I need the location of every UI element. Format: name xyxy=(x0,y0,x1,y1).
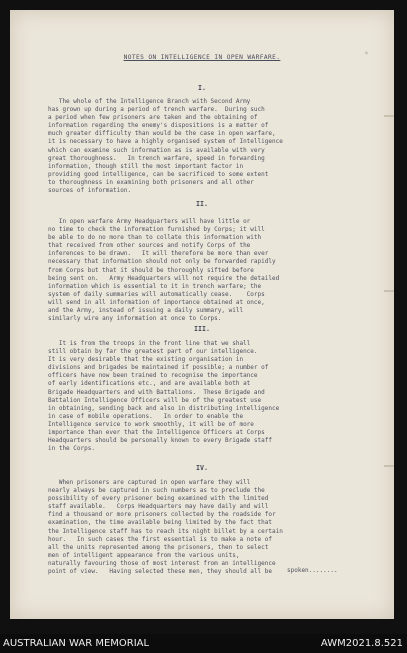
text-line: the Intelligence staff has to reach its night billet by a certain xyxy=(48,527,283,535)
text-line: has grown up during a period of trench warfare. During such xyxy=(48,106,265,114)
text-line: information, though still the most important factor in xyxy=(48,162,244,170)
text-line: of early identifications etc., and are available both at xyxy=(48,380,251,388)
text-line: and the Army, instead of issuing a daily summary, will xyxy=(48,307,244,315)
continuation-text: spoken........ xyxy=(287,567,338,574)
footer-bar xyxy=(0,634,407,653)
text-line: in obtaining, sending back and also in distributing intelligence xyxy=(48,404,280,412)
document-title: NOTES ON INTELLIGENCE IN OPEN WARFARE. xyxy=(123,54,281,61)
text-line: in case of mobile operations. In order to enable the xyxy=(48,412,244,420)
text-line: necessary that information should not only be forwarded rapidly xyxy=(48,258,276,266)
text-line: Headquarters should be personally known to every Brigade staff xyxy=(48,437,272,445)
text-line: which can examine such information as is available with very xyxy=(48,146,265,154)
page-edge-mark xyxy=(384,290,394,292)
text-line: Battalion Intelligence Officers will be of the greatest use xyxy=(48,396,262,404)
text-line: nearly always be captured in such numbers as to preclude the xyxy=(48,487,265,495)
text-line: providing good intelligence, can be sacrificed to some extent xyxy=(48,170,269,178)
text-line: find a thousand or more prisoners collected by the roadside for xyxy=(48,511,276,519)
section-numeral: III. xyxy=(194,325,210,333)
document-page xyxy=(10,10,394,619)
text-line: in the Corps. xyxy=(48,445,95,453)
text-line: staff available. Corps Headquarters may have daily and will xyxy=(48,503,269,511)
text-line: When prisoners are captured in open warfare they will xyxy=(48,479,251,486)
text-line: importance than ever that the Intelligence Officers at Corps xyxy=(48,429,265,437)
section-numeral: I. xyxy=(198,84,206,92)
text-line: It is from the troops in the front line that we shall xyxy=(48,340,251,347)
text-line: be able to do no more than to collate this information with xyxy=(48,234,262,242)
footer-accession-number: AWM2021.8.521 xyxy=(320,638,403,649)
text-line: much greater difficulty than would be the case in open warfare, xyxy=(48,130,276,138)
text-line: similarly wire any information at once to Corps. xyxy=(48,315,222,323)
section-body xyxy=(48,98,358,195)
text-line: a period when few prisoners are taken and the obtaining of xyxy=(48,114,258,122)
text-line: to thoroughness in examining both prisoners and all other xyxy=(48,178,254,186)
text-line: In open warfare Army Headquarters will have little or xyxy=(48,218,251,225)
text-line: examination, the time available being limited by the fact that xyxy=(48,519,272,527)
text-line: great thoroughness. In trench warfare, speed in forwarding xyxy=(48,154,265,162)
text-line: sources of information. xyxy=(48,187,132,195)
text-line: being sent on. Army Headquarters will not require the detailed xyxy=(48,274,280,282)
text-line: men of intelligent appearance from the various units, xyxy=(48,551,240,559)
text-line: officers have now been trained to recognise the importance xyxy=(48,372,258,380)
text-line: it is necessary to have a highly organised system of Intelligence xyxy=(48,138,283,146)
text-line: Intelligence service to work smoothly, it will be of more xyxy=(48,420,254,428)
text-line: It is very desirable that the existing organisation in xyxy=(48,356,244,364)
section-body xyxy=(48,340,358,453)
text-line: possibility of every prisoner being examined with the limited xyxy=(48,495,269,503)
text-line: Brigade Headquarters and with Battalions. These Brigade and xyxy=(48,388,265,396)
page-edge-mark xyxy=(384,115,394,117)
section-numeral: IV. xyxy=(196,464,208,472)
text-line: system of daily summaries will automatically cease. Corps xyxy=(48,290,265,298)
text-line: all the units represented among the prisoners, then to select xyxy=(48,543,269,551)
text-line: information which is essential to it in trench warfare; the xyxy=(48,282,262,290)
text-line: inferences to be drawn. It will therefore be more than ever xyxy=(48,250,269,258)
text-line: point of view. Having selected these men, they should all be xyxy=(48,568,272,576)
section-body xyxy=(48,479,358,576)
corner-mark: * xyxy=(364,50,369,59)
text-line: will send in all information of importance obtained at once, xyxy=(48,298,265,306)
text-line: that received from other sources and notify Corps of the xyxy=(48,242,251,250)
text-line: The whole of the Intelligence Branch with Second Army xyxy=(48,98,251,105)
section-numeral: II. xyxy=(196,200,208,208)
section-body xyxy=(48,218,358,323)
text-line: still obtain by far the greatest part of our intelligence. xyxy=(48,348,258,356)
text-line: naturally favouring those of most interest from an intelligence xyxy=(48,559,276,567)
text-line: hour. In such cases the first essential is to make a note of xyxy=(48,535,272,543)
text-line: divisions and brigades be maintained if possible; a number of xyxy=(48,364,269,372)
text-line: from Corps but that it should be thoroughly sifted before xyxy=(48,266,254,274)
text-line: no time to check the information furnished by Corps; it will xyxy=(48,226,265,234)
text-line: information regarding the enemy's dispositions is a matter of xyxy=(48,122,269,130)
footer-institution: AUSTRALIAN WAR MEMORIAL xyxy=(3,638,150,649)
